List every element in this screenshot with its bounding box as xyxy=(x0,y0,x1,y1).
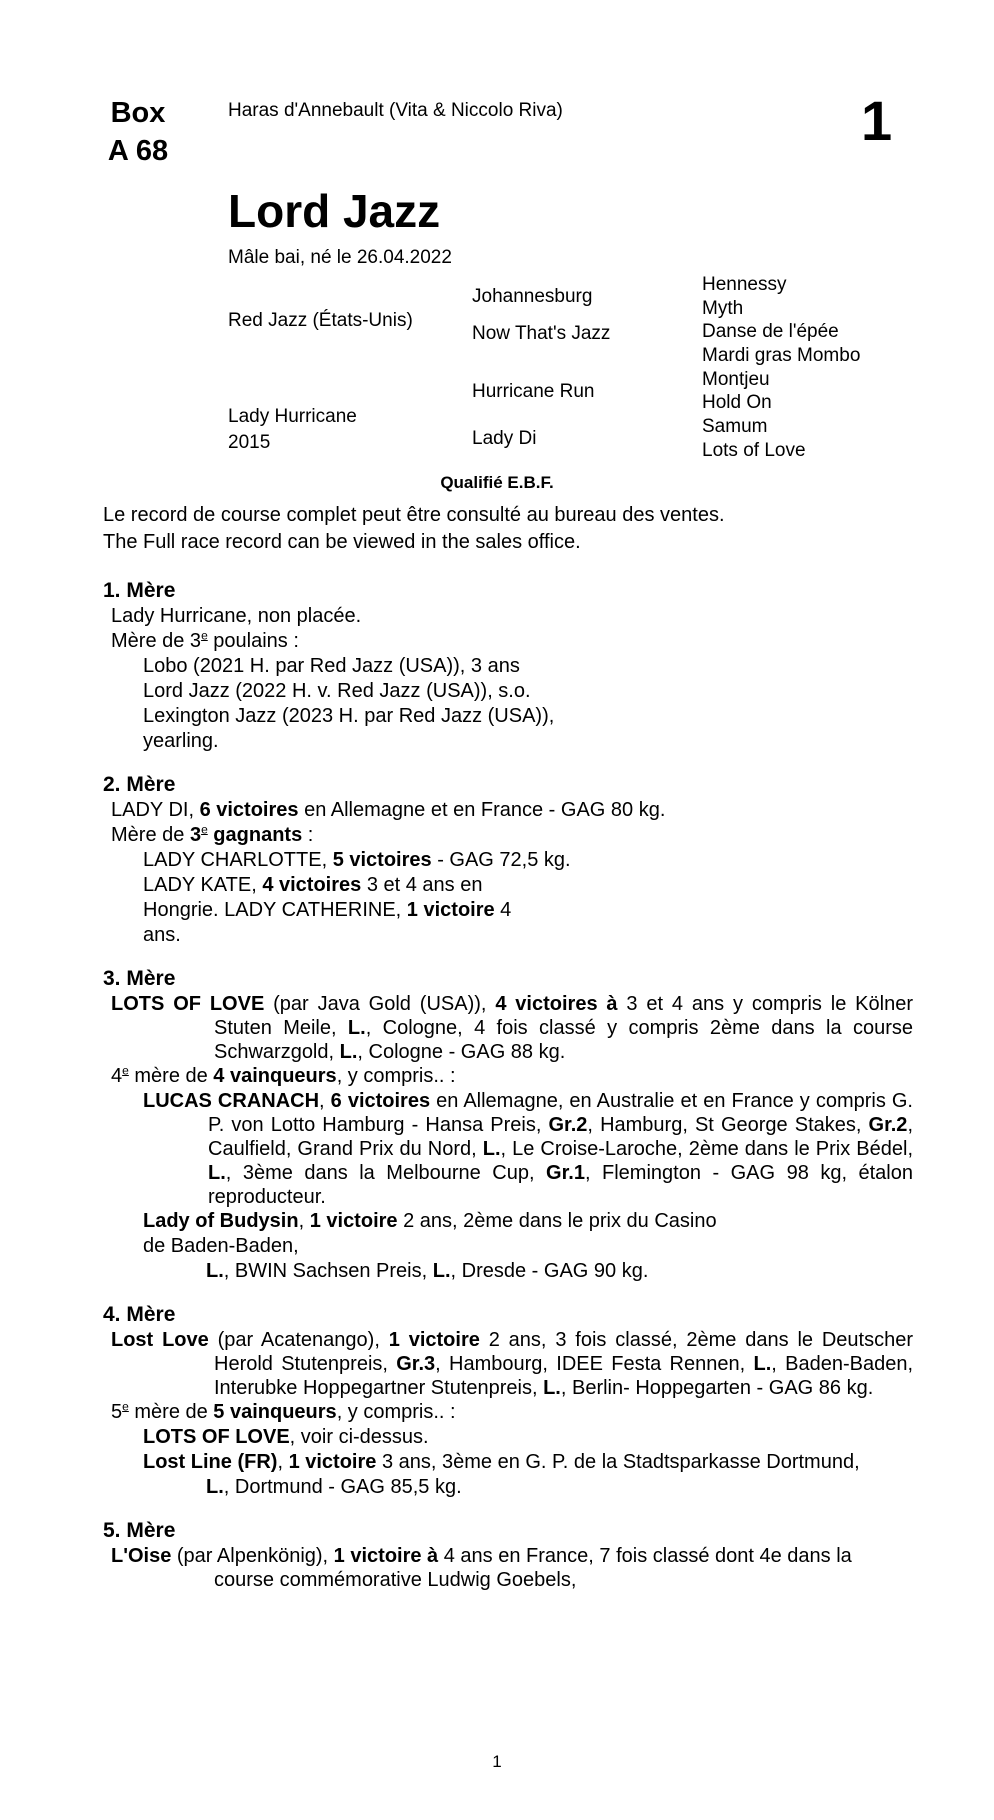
box-label xyxy=(103,94,173,170)
section-fourth-dam xyxy=(103,1302,913,1500)
dam-line: Lady Hurricane, non placée. xyxy=(111,605,362,627)
section-title: 5. Mère xyxy=(103,1519,176,1542)
section-title: 1. Mère xyxy=(103,579,176,602)
pedigree-sire: Red Jazz (États-Unis) xyxy=(228,310,413,331)
produce-item: Lexington Jazz (2023 H. par Red Jazz (USA)), xyxy=(143,705,555,727)
pedigree-gen3: Myth xyxy=(702,298,744,319)
breeder: Haras d'Annebault (Vita & Niccolo Riva) xyxy=(228,100,563,121)
dam-line: LADY DI, 6 victoires en Allemagne et en France - GAG 80 kg. xyxy=(111,799,666,821)
produce-header: 4e mère de 4 vainqueurs, y compris.. : xyxy=(111,1063,456,1087)
section-second-dam xyxy=(103,772,913,948)
produce-item-continued: de Baden-Baden, xyxy=(143,1235,299,1257)
produce-item: Lady of Budysin, 1 victoire 2 ans, 2ème dans le prix du Casino xyxy=(143,1210,717,1232)
page-number: 1 xyxy=(492,1752,502,1771)
pedigree-gen3: Montjeu xyxy=(702,369,770,390)
box-number: A 68 xyxy=(107,135,169,167)
produce-header: Mère de 3e gagnants : xyxy=(111,822,314,846)
pedigree-gen3: Samum xyxy=(702,416,768,437)
pedigree-gen3: Danse de l'épée xyxy=(702,321,839,342)
horse-description: Mâle bai, né le 26.04.2022 xyxy=(228,247,452,268)
produce-item: LOTS OF LOVE, voir ci-dessus. xyxy=(143,1426,429,1448)
pedigree-dam-dam: Lady Di xyxy=(472,428,537,449)
dam-record: LOTS OF LOVE (par Java Gold (USA)), 4 victoires à 3 et 4 ans y compris le Kölner Stuten Meile, L., Cologne, 4 fois classé y compris 2ème dans la course Schwarzgold, L., Cologne - GAG 88 kg. xyxy=(111,993,913,1063)
dam-record: Lost Love (par Acatenango), 1 victoire 2 ans, 3 fois classé, 2ème dans le Deutscher Herold Stutenpreis, Gr.3, Hambourg, IDEE Festa Rennen, L., Baden-Baden, Interubke Hoppegartner Stutenpreis, L., Berlin- Hoppegarten - GAG 86 kg. xyxy=(111,1329,914,1399)
produce-item: Lost Line (FR), 1 victoire 3 ans, 3ème en G. P. de la Stadtsparkasse Dortmund, xyxy=(143,1451,860,1473)
section-title: 3. Mère xyxy=(103,967,176,990)
produce-item: LUCAS CRANACH, 6 victoires en Allemagne, en Australie et en France y compris G. P. von Lotto Hamburg - Hansa Preis, Gr.2, Hamburg, St George Stakes, Gr.2, Caulfield, Grand Prix du Nord, L., Le Croise-Laroche, 2ème dans le Prix Bédel, L., 3ème dans la Melbourne Cup, Gr.1, Flemington - GAG 98 kg, étalon reproducteur. xyxy=(143,1090,913,1208)
produce-item: Hongrie. LADY CATHERINE, 1 victoire 4 xyxy=(143,899,512,921)
pedigree-dam: Lady Hurricane xyxy=(228,406,357,427)
produce-item: Lobo (2021 H. par Red Jazz (USA)), 3 ans xyxy=(143,655,520,677)
family-record xyxy=(103,578,913,1610)
pedigree-gen3: Hennessy xyxy=(702,274,787,295)
produce-item: LADY CHARLOTTE, 5 victoires - GAG 72,5 kg. xyxy=(143,849,571,871)
sales-note-en: The Full race record can be viewed in the sales office. xyxy=(103,531,581,553)
pedigree-sire-dam: Now That's Jazz xyxy=(472,323,611,344)
horse-name: Lord Jazz xyxy=(228,185,441,237)
produce-header: Mère de 3e poulains : xyxy=(111,628,299,652)
sales-note xyxy=(103,502,725,556)
pedigree-sire-sire: Johannesburg xyxy=(472,286,593,307)
box-label-line1: Box xyxy=(110,97,166,129)
section-third-dam xyxy=(103,966,913,1284)
pedigree-dam-year: 2015 xyxy=(228,432,271,453)
produce-item-continued: L., Dortmund - GAG 85,5 kg. xyxy=(206,1476,462,1498)
produce-item: Lord Jazz (2022 H. v. Red Jazz (USA)), s.o. xyxy=(143,680,531,702)
dam-record: L'Oise (par Alpenkönig), 1 victoire à 4 ans en France, 7 fois classé dont 4e dans la course commémorative Ludwig Goebels, xyxy=(111,1545,852,1591)
section-fifth-dam xyxy=(103,1518,913,1592)
produce-item-continued: L., BWIN Sachsen Preis, L., Dresde - GAG 90 kg. xyxy=(206,1260,649,1282)
section-title: 4. Mère xyxy=(103,1303,176,1326)
produce-item: LADY KATE, 4 victoires 3 et 4 ans en xyxy=(143,874,483,896)
pedigree-dam-sire: Hurricane Run xyxy=(472,381,595,402)
pedigree-gen3: Hold On xyxy=(702,392,772,413)
pedigree-gen3: Mardi gras Mombo xyxy=(702,345,861,366)
section-first-dam xyxy=(103,578,913,754)
pedigree-gen3: Lots of Love xyxy=(702,440,806,461)
lot-number: 1 xyxy=(861,89,893,152)
produce-header: 5e mère de 5 vainqueurs, y compris.. : xyxy=(111,1399,456,1423)
sales-note-fr: Le record de course complet peut être consulté au bureau des ventes. xyxy=(103,504,725,526)
produce-item: ans. xyxy=(143,924,181,946)
produce-item: yearling. xyxy=(143,730,219,752)
qualification: Qualifié E.B.F. xyxy=(440,473,554,492)
section-title: 2. Mère xyxy=(103,773,176,796)
